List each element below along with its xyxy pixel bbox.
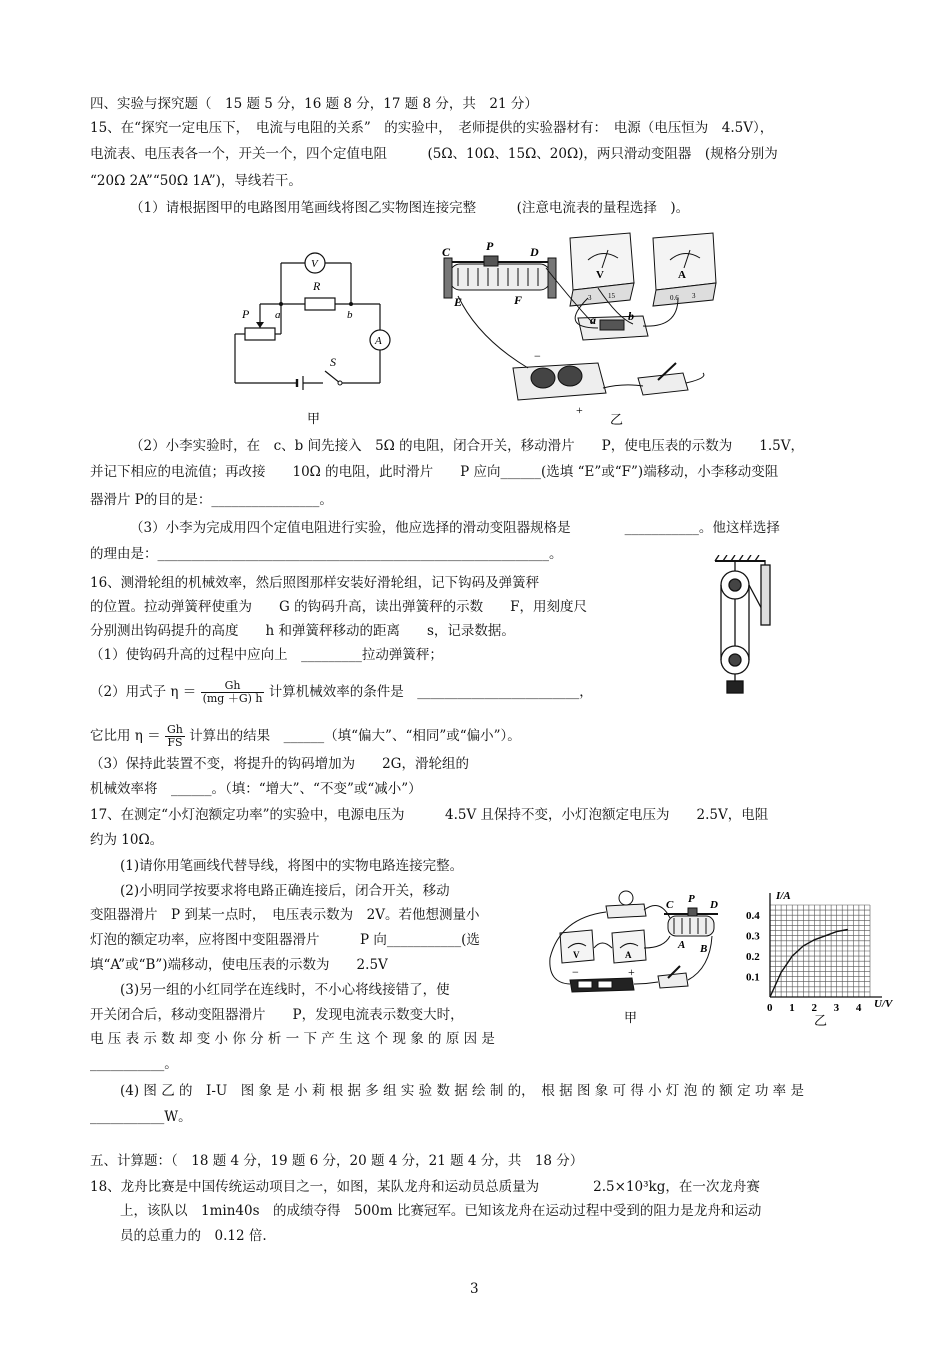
x-tick-label: 0 [767,1002,773,1014]
q16-part2 [90,680,593,705]
circuit-diagram-jia [225,238,405,428]
q17-part2: 变阻器滑片 P 到某一点时， 电压表示数为 2V。若他想测量小 [90,907,480,923]
ammeter-range-3: 3 [692,292,696,300]
ammeter-face-label: A [625,950,632,960]
battery-positive-label: + [628,965,635,979]
q16-line: 16、测滑轮组的机械效率，然后照图那样安装好滑轮组，记下钩码及弹簧秤 [90,575,540,591]
q17-part1: (1)请你用笔画线代替导线，将图中的实物电路连接完整。 [120,858,464,874]
fraction-denominator: FS [167,736,183,749]
point-b-label: b [347,309,353,321]
q15-part3: 的理由是：__________________________________________________________。 [90,546,563,562]
page-number: 3 [470,1281,479,1297]
q15-part2: （2）小李实验时，在 c、b 间先接入 5Ω 的电阻，闭合开关，移动滑片 P，使电压表的示数为 1.5V， [130,438,804,454]
voltmeter-label: V [311,258,318,270]
voltmeter-face-label: V [596,269,604,281]
q17-part3: 开关闭合后，移动变阻器滑片 P，发现电流表示数变大时， [90,1007,464,1023]
section-5-title: 五、计算题：（ 18 题 4 分，19 题 6 分，20 题 4 分，21 题 4 分，共 18 分） [90,1153,584,1169]
x-axis-label: U/V [874,998,893,1010]
y-axis-label: I/A [776,890,791,902]
q18-line: 18、龙舟比赛是中国传统运动项目之一，如图，某队龙舟和运动员总质量为 2.5×10³kg，在一次龙舟赛 [90,1179,760,1195]
ammeter-range-0.6: 0.6 [670,294,679,302]
q16-formula-prefix: （2）用式子 η ＝ [90,684,197,700]
q15-line: 电流表、电压表各一个，开关一个，四个定值电阻 (5Ω、10Ω、15Ω、20Ω)，两只滑动变阻器 (规格分别为 [90,146,778,162]
rheostat-terminal-a: A [678,939,686,951]
q15-part1: （1）请根据图甲的电路图用笔画线将图乙实物图连接完整 (注意电流表的量程选择 )。 [130,200,690,216]
q16-formula-prefix: 它比用 η ＝ [90,728,161,744]
figure-caption: 乙 [814,1013,828,1027]
q16-formula-suffix: 计算机械效率的条件是 ________________________， [268,684,593,700]
rheostat-terminal-d: D [530,245,539,259]
q16-formula-suffix: 计算出的结果 ______（填“偏大”、“相同”或“偏小”）。 [189,728,521,744]
ammeter-label: A [375,335,382,347]
y-tick-label: 0.4 [746,910,760,923]
rheostat-terminal-d: D [710,899,718,911]
battery-negative-label: − [572,965,579,979]
q15-part2: 并记下相应的电流值；再改接 10Ω 的电阻，此时滑片 P 应向______(选填 “E”或“F”)端移动，小李移动变阻 [90,464,779,480]
q16-part3: 机械效率将 ______。（填：“增大”、“不变”或“减小”） [90,781,422,797]
q17-part3: ___________。 [90,1056,178,1072]
q16-line: 的位置。拉动弹簧秤使重为 G 的钩码升高，读出弹簧秤的示数 F，用刻度尺 [90,599,587,615]
battery-positive-label: + [576,403,583,417]
q17-line: 17、在测定“小灯泡额定功率”的实验中，电源电压为 4.5V 且保持不变，小灯泡额定电压为 2.5V，电阻 [90,807,769,823]
ammeter-face-label: A [678,269,686,281]
resistor-terminal-a: a [590,313,596,327]
q18-line: 员的总重力的 0.12 倍. [120,1228,267,1244]
voltmeter-range-15: 15 [608,292,615,300]
x-tick-label: 2 [811,1002,817,1014]
section-4-title: 四、实验与探究题（ 15 题 5 分，16 题 8 分，17 题 8 分，共 21 分） [90,96,538,112]
figure-caption: 甲 [624,1010,638,1025]
resistor-label: R [313,279,321,293]
rheostat-terminal-c: C [666,899,674,911]
y-tick-label: 0.1 [746,971,760,984]
x-tick-label: 1 [789,1002,795,1014]
q17-part4: ___________W。 [90,1109,192,1125]
rheostat-terminal-c: C [442,245,451,259]
x-tick-label: 4 [855,1002,862,1014]
figure-caption: 甲 [307,411,321,426]
slider-label: P [242,307,250,321]
rheostat-terminal-f: F [514,293,523,307]
q17-part2: 填“A”或“B”)端移动，使电压表的示数为 2.5V [90,957,388,973]
q16-line: 分别测出钩码提升的高度 h 和弹簧秤移动的距离 s，记录数据。 [90,623,515,639]
fraction-denominator: (mg ＋G) h [202,692,263,705]
q18-line: 上，该队以 1min40s 的成绩夺得 500m 比赛冠军。已知该龙舟在运动过程中受到的阻力是龙舟和运动 [120,1203,762,1219]
q15-part2: 器滑片 P的目的是：________________。 [90,492,333,508]
apparatus-photo-yi [438,228,738,428]
point-a-label: a [275,309,281,321]
q15-line: 15、在“探究一定电压下， 电流与电阻的关系” 的实验中， 老师提供的实验器材有： 电源（电压恒为 4.5V）， [90,120,774,136]
rheostat-terminal-e: E [454,295,463,309]
q16-part2 [90,724,521,749]
y-tick-label: 0.2 [746,951,760,964]
efficiency-fraction [201,680,265,705]
apparatus-photo-jia [540,888,730,1028]
rheostat-terminal-b: B [700,943,708,955]
q16-part1: （1）使钩码升高的过程中应向上 _________拉动弹簧秤； [90,647,443,663]
q15-part3: （3）小李为完成用四个定值电阻进行实验，他应选择的滑动变阻器规格是 ___________。他这样选择 [130,520,780,536]
q17-part3: 电 压 表 示 数 却 变 小 你 分 析 一 下 产 生 这 个 现 象 的 原 因 是 [90,1031,495,1047]
voltmeter-face-label: V [573,950,580,960]
resistor-terminal-b: b [628,309,634,323]
fraction-numerator: Gh [166,723,183,736]
voltmeter-range-3: 3 [588,294,592,302]
q17-part2: 灯泡的额定功率，应将图中变阻器滑片 P 向___________(选 [90,932,480,948]
q16-part3: （3）保持此装置不变，将提升的钩码增加为 2G，滑轮组的 [90,756,469,772]
x-tick-label: 3 [833,1002,840,1014]
switch-label: S [330,355,336,369]
rheostat-slider-p: P [688,893,695,905]
figure-caption: 乙 [610,412,624,427]
efficiency-fraction [165,724,185,749]
q17-part4: (4) 图 乙 的 I-U 图 象 是 小 莉 根 据 多 组 实 验 数 据 绘 制 的， 根 据 图 象 可 得 小 灯 泡 的 额 定 功 率 是 [120,1083,804,1099]
pulley-system-figure [705,555,790,700]
q17-part2: (2)小明同学按要求将电路正确连接后，闭合开关，移动 [120,883,450,899]
fraction-numerator: Gh [201,680,265,693]
iu-graph [740,885,900,1027]
q17-line: 约为 10Ω。 [90,832,164,848]
q17-part3: (3)另一组的小红同学在连线时，不小心将线接错了，使 [120,982,450,998]
rheostat-slider-p: P [486,239,494,253]
q15-line: “20Ω 2A”“50Ω 1A”)，导线若干。 [90,173,302,189]
battery-negative-label: − [534,349,541,363]
y-tick-label: 0.3 [746,930,760,943]
